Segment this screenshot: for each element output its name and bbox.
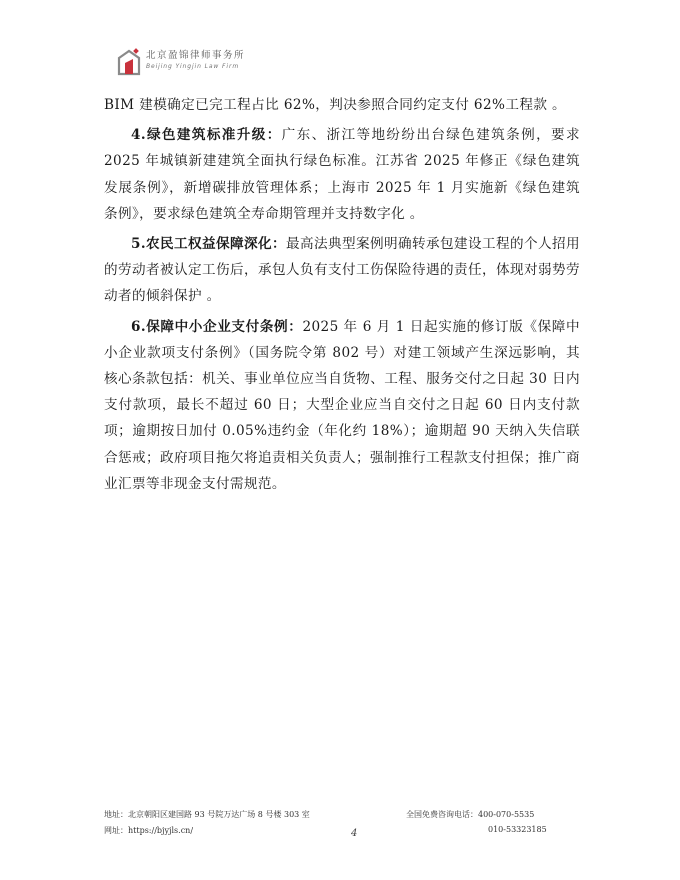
paragraph-green-building — [104, 122, 580, 227]
footer-website: 网址：https://bjyjls.cn/ — [104, 826, 194, 835]
paragraph-sme-payment — [104, 314, 580, 497]
page-number: 4 — [351, 828, 358, 839]
paragraph-text: 广东、浙江等地纷纷出台绿色建筑条例，要求 2025 年城镇新建建筑全面执行绿色标准。江苏省 2025 年修正《绿色建筑发展条例》，新增碳排放管理体系；上海市 2025 年 1 月实施新《绿色建筑条例》，要求绿色建筑全寿命期管理并支持数字化 。 — [104, 127, 580, 222]
paragraph-heading: 6.保障中小企业支付条例： — [131, 318, 303, 335]
document-body — [104, 92, 580, 501]
paragraph-heading: 4.绿色建筑标准升级： — [131, 127, 282, 144]
paragraph-continued — [104, 92, 580, 118]
paragraph-text: BIM 建模确定已完工程占比 62%，判决参照合同约定支付 62%工程款 。 — [104, 97, 567, 113]
footer-address: 地址：北京朝阳区建国路 93 号院万达广场 8 号楼 303 室 — [104, 810, 310, 819]
footer-hotline: 全国免费咨询电话：400-070-5535 — [406, 810, 535, 819]
firm-name-cn: 北京盈锦律师事务所 — [146, 50, 246, 61]
paragraph-migrant-workers — [104, 231, 580, 310]
firm-name-en: Beijing Yingjin Law Firm — [146, 63, 240, 70]
paragraph-text: 最高法典型案例明确转承包建设工程的个人招用的劳动者被认定工伤后，承包人负有支付工伤保险待遇的责任，体现对弱势劳动者的倾斜保护 。 — [104, 236, 580, 305]
firm-name — [146, 50, 245, 71]
footer-phone: 010-53323185 — [488, 825, 547, 834]
paragraph-text: 2025 年 6 月 1 日起实施的修订版《保障中小企业款项支付条例》（国务院令第 802 号）对建工领域产生深远影响，其核心条款包括：机关、事业单位应当自货物、工程、服务交付之日起 30 日内支付款项，最长不超过 60 日；大型企业应当自交付之日起 60 日内支付款项；逾期按日加付 0.05%违约金（年化约 18%）；逾期超 90 天纳入失信联合惩戒；政府项目拖欠将追责相关负责人；强制推行工程款支付担保；推广商业汇票等非现金支付需规范。 — [104, 318, 581, 492]
firm-logo-icon — [116, 48, 142, 76]
page-footer — [104, 809, 580, 849]
paragraph-heading: 5.农民工权益保障深化： — [131, 236, 286, 253]
